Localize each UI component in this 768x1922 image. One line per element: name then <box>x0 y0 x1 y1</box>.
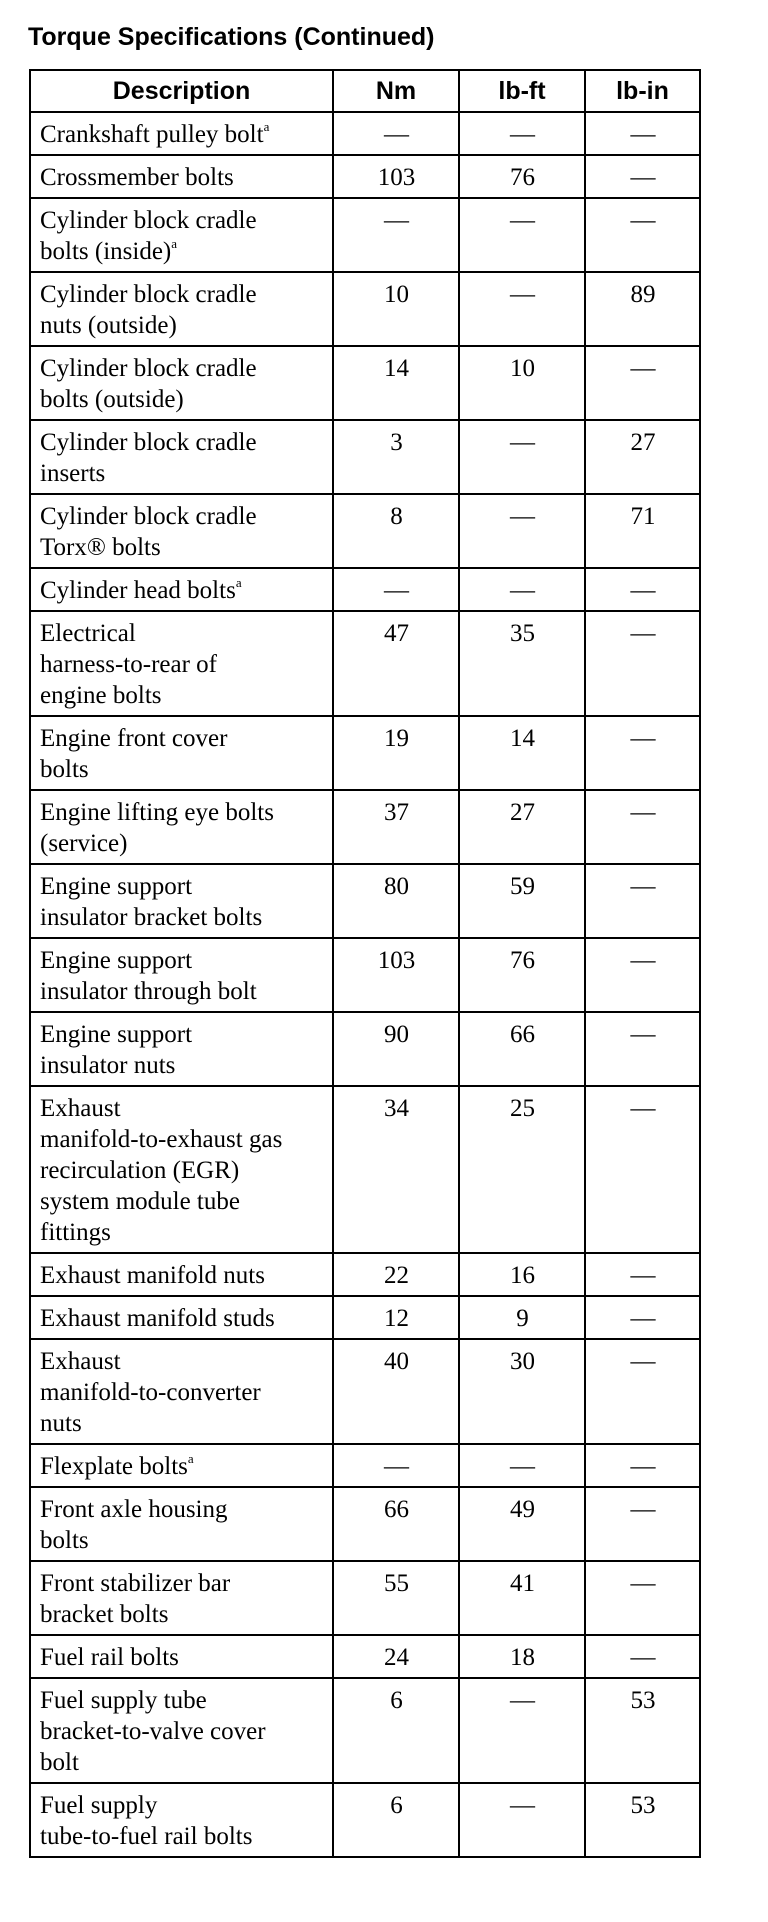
lb-ft-cell: — <box>459 420 585 494</box>
torque-spec-table <box>29 69 701 1858</box>
table-row <box>30 1561 700 1635</box>
table-body <box>30 112 700 1857</box>
table-row <box>30 1296 700 1339</box>
nm-cell: 80 <box>333 864 459 938</box>
lb-ft-cell: 49 <box>459 1487 585 1561</box>
description-line: Engine support <box>40 873 193 900</box>
column-header-description: Description <box>30 70 333 112</box>
footnote-marker: a <box>187 1450 194 1466</box>
description-line: Cylinder block cradle <box>40 207 257 234</box>
description-cell <box>30 155 333 198</box>
lb-in-cell: — <box>585 716 700 790</box>
description-cell <box>30 1678 333 1783</box>
description-line: Cylinder block cradle <box>40 503 257 530</box>
table-row <box>30 494 700 568</box>
description-cell <box>30 420 333 494</box>
lb-in-cell: 27 <box>585 420 700 494</box>
lb-ft-cell: 16 <box>459 1253 585 1296</box>
lb-in-cell: — <box>585 611 700 716</box>
table-row <box>30 611 700 716</box>
description-line: bracket bolts <box>40 1601 169 1628</box>
description-line: insulator bracket bolts <box>40 904 263 931</box>
table-row <box>30 568 700 611</box>
description-line: Exhaust manifold studs <box>40 1305 275 1332</box>
description-cell <box>30 1253 333 1296</box>
lb-in-cell: 53 <box>585 1783 700 1857</box>
lb-ft-cell: 59 <box>459 864 585 938</box>
description-cell <box>30 1783 333 1857</box>
description-cell <box>30 1012 333 1086</box>
lb-ft-cell: — <box>459 1678 585 1783</box>
nm-cell: — <box>333 198 459 272</box>
description-cell <box>30 1086 333 1253</box>
lb-ft-cell: — <box>459 112 585 155</box>
lb-ft-cell: — <box>459 1444 585 1487</box>
column-header-nm: Nm <box>333 70 459 112</box>
description-cell <box>30 1487 333 1561</box>
nm-cell: 14 <box>333 346 459 420</box>
description-line: bolts (inside) <box>40 238 172 265</box>
table-row <box>30 864 700 938</box>
nm-cell: 55 <box>333 1561 459 1635</box>
description-line: Crankshaft pulley bolt <box>40 121 264 148</box>
table-row <box>30 938 700 1012</box>
lb-in-cell: — <box>585 938 700 1012</box>
lb-in-cell: — <box>585 346 700 420</box>
description-line: insulator nuts <box>40 1052 176 1079</box>
description-line: Crossmember bolts <box>40 164 234 191</box>
description-line: Electrical <box>40 620 136 647</box>
description-line: Engine front cover <box>40 725 228 752</box>
description-cell <box>30 716 333 790</box>
description-line: Fuel rail bolts <box>40 1644 179 1671</box>
lb-ft-cell: 76 <box>459 155 585 198</box>
description-line: nuts (outside) <box>40 312 177 339</box>
nm-cell: 6 <box>333 1678 459 1783</box>
column-header-lb-ft: lb-ft <box>459 70 585 112</box>
lb-in-cell: — <box>585 198 700 272</box>
nm-cell: — <box>333 112 459 155</box>
lb-in-cell: — <box>585 112 700 155</box>
description-cell <box>30 611 333 716</box>
lb-ft-cell: 27 <box>459 790 585 864</box>
nm-cell: 3 <box>333 420 459 494</box>
description-line: Engine support <box>40 947 193 974</box>
table-header-row <box>30 70 700 112</box>
description-line: Engine lifting eye bolts <box>40 799 274 826</box>
lb-ft-cell: — <box>459 494 585 568</box>
lb-in-cell: — <box>585 1487 700 1561</box>
description-cell <box>30 568 333 611</box>
description-cell <box>30 494 333 568</box>
lb-in-cell: — <box>585 1339 700 1444</box>
page-title: Torque Specifications (Continued) <box>28 23 435 51</box>
nm-cell: 24 <box>333 1635 459 1678</box>
description-line: Exhaust manifold nuts <box>40 1262 265 1289</box>
nm-cell: 90 <box>333 1012 459 1086</box>
table-row <box>30 155 700 198</box>
description-cell <box>30 1635 333 1678</box>
lb-in-cell: — <box>585 1635 700 1678</box>
table-row <box>30 1339 700 1444</box>
table-row <box>30 1635 700 1678</box>
lb-in-cell: — <box>585 1253 700 1296</box>
description-line: (service) <box>40 830 128 857</box>
table-row <box>30 1487 700 1561</box>
nm-cell: 103 <box>333 155 459 198</box>
lb-in-cell: — <box>585 1444 700 1487</box>
lb-ft-cell: 18 <box>459 1635 585 1678</box>
nm-cell: 6 <box>333 1783 459 1857</box>
nm-cell: 19 <box>333 716 459 790</box>
description-line: recirculation (EGR) <box>40 1157 240 1184</box>
nm-cell: 103 <box>333 938 459 1012</box>
description-line: engine bolts <box>40 682 162 709</box>
table-row <box>30 272 700 346</box>
lb-in-cell: 89 <box>585 272 700 346</box>
lb-ft-cell: 76 <box>459 938 585 1012</box>
description-cell <box>30 272 333 346</box>
nm-cell: 12 <box>333 1296 459 1339</box>
description-line: bolts (outside) <box>40 386 184 413</box>
lb-ft-cell: 9 <box>459 1296 585 1339</box>
description-line: fittings <box>40 1219 111 1246</box>
description-line: inserts <box>40 460 106 487</box>
nm-cell: 22 <box>333 1253 459 1296</box>
description-line: Engine support <box>40 1021 193 1048</box>
description-cell <box>30 1444 333 1487</box>
description-cell <box>30 198 333 272</box>
table-row <box>30 1678 700 1783</box>
footnote-marker: a <box>171 235 178 251</box>
nm-cell: 47 <box>333 611 459 716</box>
nm-cell: 66 <box>333 1487 459 1561</box>
lb-in-cell: — <box>585 155 700 198</box>
lb-in-cell: — <box>585 1012 700 1086</box>
table-row <box>30 1783 700 1857</box>
description-line: Fuel supply <box>40 1792 158 1819</box>
lb-ft-cell: 30 <box>459 1339 585 1444</box>
description-cell <box>30 112 333 155</box>
table-row <box>30 1012 700 1086</box>
footnote-marker: a <box>263 118 270 134</box>
description-line: Cylinder block cradle <box>40 281 257 308</box>
lb-in-cell: 53 <box>585 1678 700 1783</box>
lb-in-cell: — <box>585 568 700 611</box>
description-line: insulator through bolt <box>40 978 257 1005</box>
table-row <box>30 716 700 790</box>
lb-ft-cell: 35 <box>459 611 585 716</box>
description-cell <box>30 1296 333 1339</box>
description-line: Front stabilizer bar <box>40 1570 231 1597</box>
description-line: bracket-to-valve cover <box>40 1718 266 1745</box>
lb-ft-cell: — <box>459 568 585 611</box>
description-line: Cylinder head bolts <box>40 577 236 604</box>
description-line: Fuel supply tube <box>40 1687 207 1714</box>
description-line: tube-to-fuel rail bolts <box>40 1823 253 1850</box>
description-line: manifold-to-exhaust gas <box>40 1126 283 1153</box>
table-row <box>30 346 700 420</box>
description-line: Exhaust <box>40 1348 121 1375</box>
description-line: Cylinder block cradle <box>40 429 257 456</box>
description-line: bolts <box>40 756 89 783</box>
description-line: Cylinder block cradle <box>40 355 257 382</box>
lb-ft-cell: 14 <box>459 716 585 790</box>
table-row <box>30 198 700 272</box>
description-line: Exhaust <box>40 1095 121 1122</box>
nm-cell: — <box>333 1444 459 1487</box>
lb-in-cell: — <box>585 1296 700 1339</box>
lb-ft-cell: 25 <box>459 1086 585 1253</box>
description-line: bolts <box>40 1527 89 1554</box>
description-line: nuts <box>40 1410 82 1437</box>
nm-cell: 40 <box>333 1339 459 1444</box>
description-cell <box>30 790 333 864</box>
description-line: harness-to-rear of <box>40 651 217 678</box>
lb-ft-cell: — <box>459 1783 585 1857</box>
table-row <box>30 1444 700 1487</box>
lb-in-cell: — <box>585 1086 700 1253</box>
description-line: Flexplate bolts <box>40 1453 188 1480</box>
column-header-lb-in: lb-in <box>585 70 700 112</box>
table-row <box>30 790 700 864</box>
table-row <box>30 1086 700 1253</box>
description-line: Torx® bolts <box>40 534 161 561</box>
lb-ft-cell: 41 <box>459 1561 585 1635</box>
lb-in-cell: 71 <box>585 494 700 568</box>
description-line: bolt <box>40 1749 79 1776</box>
description-line: system module tube <box>40 1188 240 1215</box>
lb-ft-cell: 10 <box>459 346 585 420</box>
footnote-marker: a <box>235 574 242 590</box>
description-line: Front axle housing <box>40 1496 228 1523</box>
lb-in-cell: — <box>585 1561 700 1635</box>
description-cell <box>30 864 333 938</box>
lb-ft-cell: — <box>459 198 585 272</box>
nm-cell: 8 <box>333 494 459 568</box>
table-row <box>30 1253 700 1296</box>
lb-in-cell: — <box>585 790 700 864</box>
nm-cell: 37 <box>333 790 459 864</box>
description-cell <box>30 938 333 1012</box>
lb-ft-cell: 66 <box>459 1012 585 1086</box>
description-line: manifold-to-converter <box>40 1379 261 1406</box>
table-row <box>30 112 700 155</box>
description-cell <box>30 1339 333 1444</box>
nm-cell: 34 <box>333 1086 459 1253</box>
lb-ft-cell: — <box>459 272 585 346</box>
description-cell <box>30 1561 333 1635</box>
description-cell <box>30 346 333 420</box>
lb-in-cell: — <box>585 864 700 938</box>
table-row <box>30 420 700 494</box>
nm-cell: — <box>333 568 459 611</box>
nm-cell: 10 <box>333 272 459 346</box>
